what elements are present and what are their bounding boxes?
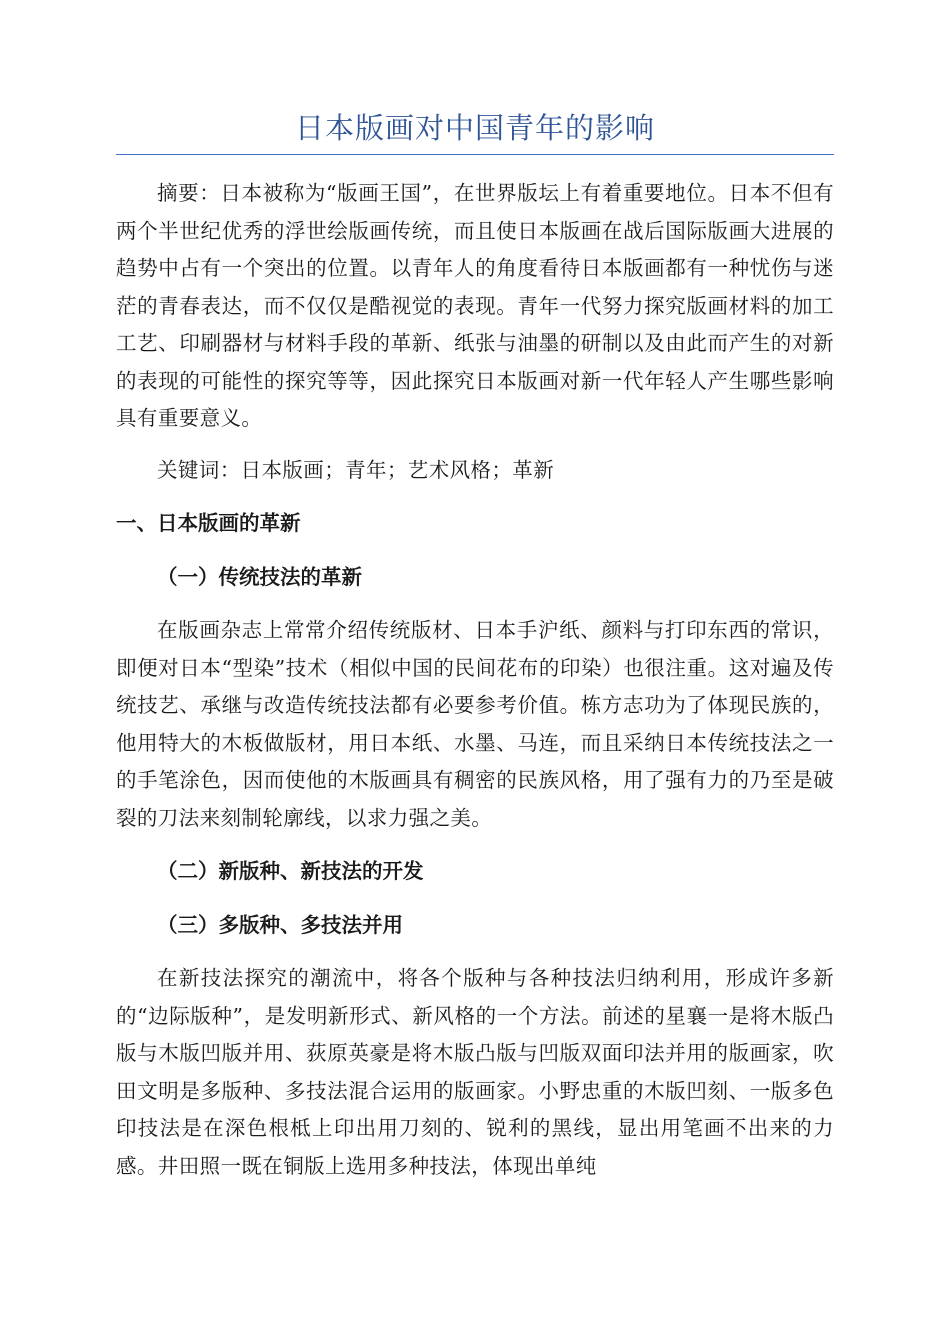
section-heading-1: 一、日本版画的革新 xyxy=(116,511,301,535)
document-title: 日本版画对中国青年的影响 xyxy=(294,111,655,145)
document-page xyxy=(116,108,834,1185)
title-underline xyxy=(116,154,834,155)
subsection-heading-1: （一）传统技法的革新 xyxy=(157,564,362,589)
subsection-heading-3: （三）多版种、多技法并用 xyxy=(157,912,403,937)
keywords-line: 关键词：日本版画；青年；艺术风格；革新 xyxy=(157,457,555,482)
subsection-3-paragraph: 在新技法探究的潮流中，将各个版种与各种技法归纳利用，形成许多新的“边际版种”，是发明新形式、新风格的一个方法。前述的星襄一是将木版凸版与木版凹版并用、荻原英豪是将木版凸版与凹版双面印法并用的版画家，吹田文明是多版种、多技法混合运用的版画家。小野忠重的木版凹刻、一版多色印技法是在深色根柢上印出用刀刻的、锐利的黑线，显出用笔画不出来的力感。井田照一既在铜版上选用多种技法，体现出单纯 xyxy=(116,966,834,1178)
abstract-paragraph: 摘要：日本被称为“版画王国”，在世界版坛上有着重要地位。日本不但有两个半世纪优秀的浮世绘版画传统，而且使日本版画在战后国际版画大进展的趋势中占有一个突出的位置。以青年人的角度看待日本版画都有一种忧伤与迷茫的青春表达，而不仅仅是酷视觉的表现。青年一代努力探究版画材料的加工工艺、印刷器材与材料手段的革新、纸张与油墨的研制以及由此而产生的对新的表现的可能性的探究等等，因此探究日本版画对新一代年轻人产生哪些影响具有重要意义。 xyxy=(116,181,834,430)
subsection-1-paragraph: 在版画杂志上常常介绍传统版材、日本手沪纸、颜料与打印东西的常识，即便对日本“型染”技术（相似中国的民间花布的印染）也很注重。这对遍及传统技艺、承继与改造传统技法都有必要参考价值。栋方志功为了体现民族的，他用特大的木板做版材，用日本纸、水墨、马连，而且采纳日本传统技法之一的手笔涂色，因而使他的木版画具有稠密的民族风格，用了强有力的乃至是破裂的刀法来刻制轮廓线，以求力强之美。 xyxy=(116,618,834,830)
subsection-heading-2: （二）新版种、新技法的开发 xyxy=(157,859,424,883)
